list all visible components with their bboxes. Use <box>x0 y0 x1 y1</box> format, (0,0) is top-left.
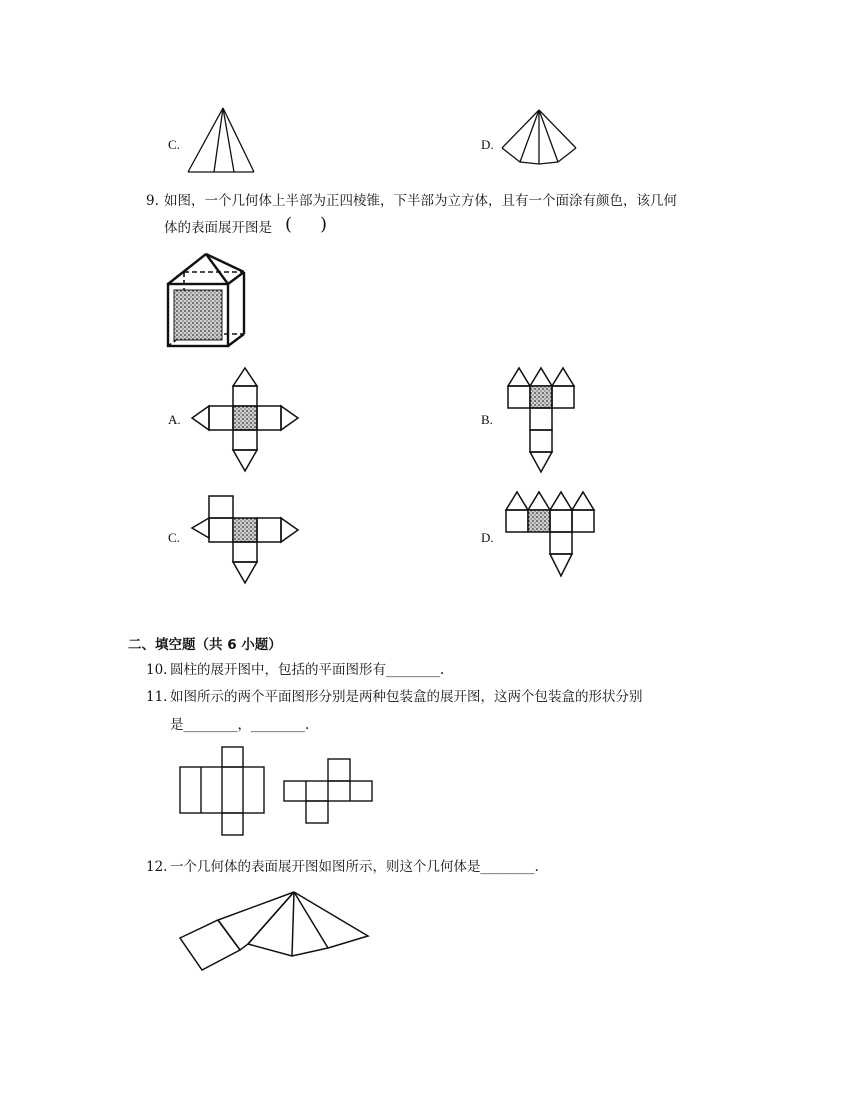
q8-option-c-label: C. <box>168 137 180 152</box>
q12-number: 12. <box>146 859 168 875</box>
q11-net-figure-1 <box>178 745 268 837</box>
section-2-title: 二、填空题（共 6 小题） <box>128 637 282 653</box>
q9-option-d-net <box>504 488 606 582</box>
q11-line2: 是________，________. <box>170 717 310 733</box>
q9-number: 9. <box>146 193 159 209</box>
q9-solid-figure <box>164 250 250 350</box>
q10-number: 10. <box>146 662 168 678</box>
q9-line2: 体的表面展开图是 <box>164 220 272 236</box>
q9-option-b-net <box>506 364 582 476</box>
q11-line1: 如图所示的两个平面图形分别是两种包装盒的展开图，这两个包装盒的形状分别 <box>170 689 643 705</box>
q8-option-c-pyramid-figure <box>186 106 256 174</box>
q9-option-a-net <box>190 366 302 474</box>
q9-option-b-label: B. <box>481 412 493 427</box>
q12-net-figure <box>176 890 374 976</box>
q11-net-figure-2 <box>282 757 374 825</box>
q8-option-d-pyramid-figure <box>500 108 578 166</box>
q9-option-c-net <box>190 494 302 586</box>
q9-option-c-label: C. <box>168 530 180 545</box>
q9-option-d-label: D. <box>481 530 494 545</box>
q10-text: 圆柱的展开图中，包括的平面图形有________. <box>170 662 445 678</box>
q9-line1: 如图，一个几何体上半部为正四棱锥，下半部为立方体，且有一个面涂有颜色，该几何 <box>164 193 677 209</box>
q9-paren-open: ( <box>285 214 293 235</box>
q9-paren-close: ) <box>320 214 328 235</box>
q8-option-d-label: D. <box>481 137 494 152</box>
q12-text: 一个几何体的表面展开图如图所示，则这个几何体是________. <box>170 859 539 875</box>
q11-number: 11. <box>146 689 168 705</box>
q9-option-a-label: A. <box>168 412 181 427</box>
